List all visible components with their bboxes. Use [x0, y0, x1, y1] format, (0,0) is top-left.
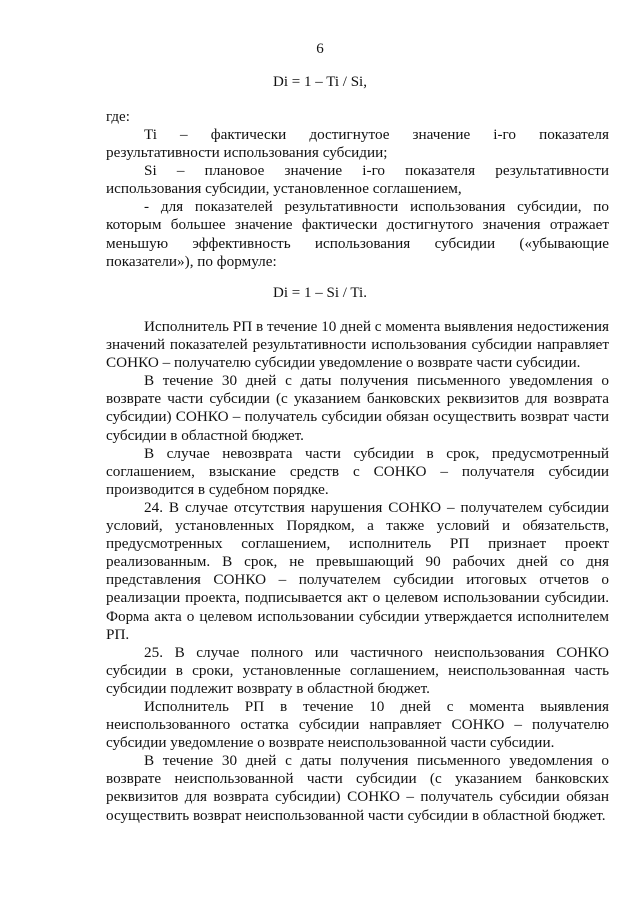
paragraph: Исполнитель РП в течение 10 дней с момента выявления недостижения значений показателей результативности использования субсидии направляет СОНКО – получателю субсидии уведомление о возврате части субсидии.	[106, 318, 609, 372]
formula-2: Di = 1 – Si / Ti.	[273, 285, 367, 301]
paragraph: В случае невозврата части субсидии в срок, предусмотренный соглашением, взыскание средств с СОНКО – получателя субсидии производится в судебном порядке.	[106, 444, 609, 498]
definitions-block	[106, 126, 609, 271]
paragraph: 25. В случае полного или частичного неиспользования СОНКО субсидии в сроки, установленные соглашением, неиспользованная часть субсидии подлежит возврату в областной бюджет.	[106, 643, 609, 697]
definition-ti: Ti – фактически достигнутое значение i-го показателя результативности использования субсидии;	[106, 126, 609, 162]
definition-si: Si – плановое значение i-го показателя результативности использования субсидии, установленное соглашением,	[106, 162, 609, 198]
paragraph: В течение 30 дней с даты получения письменного уведомления о возврате неиспользованной части субсидии (с указанием банковских реквизитов для возврата субсидии) СОНКО – получатель субсидии обязан осуществить возврат неиспользованной части субсидии в областной бюджет.	[106, 752, 609, 824]
main-text-block	[106, 318, 609, 825]
page-number: 6	[316, 41, 324, 57]
paragraph: Исполнитель РП в течение 10 дней с момента выявления неиспользованного остатка субсидии направляет СОНКО – получателю субсидии уведомление о возврате неиспользованной части субсидии.	[106, 697, 609, 752]
definition-decreasing: - для показателей результативности использования субсидии, по которым большее значение фактически достигнутого значения отражает меньшую эффективность использования субсидии («убывающие показатели»), по формуле:	[106, 198, 609, 270]
formula-1: Di = 1 – Ti / Si,	[273, 74, 367, 90]
paragraph: В течение 30 дней с даты получения письменного уведомления о возврате части субсидии (с указанием банковских реквизитов для возврата субсидии) СОНКО – получатель субсидии обязан осуществить возврат части субсидии в областной бюджет.	[106, 372, 609, 444]
paragraph: 24. В случае отсутствия нарушения СОНКО – получателем субсидии условий, установленных Порядком, а также условий и обязательств, предусмотренных соглашением, исполнитель РП признает проект реализованным. В срок, не превышающий 90 рабочих дней со дня представления СОНКО – получателем субсидии итоговых отчетов о реализации проекта, подписывается акт о целевом использовании субсидии. Форма акта о целевом использовании субсидии утверждается исполнителем РП.	[106, 498, 609, 643]
where-label: где:	[106, 109, 130, 125]
